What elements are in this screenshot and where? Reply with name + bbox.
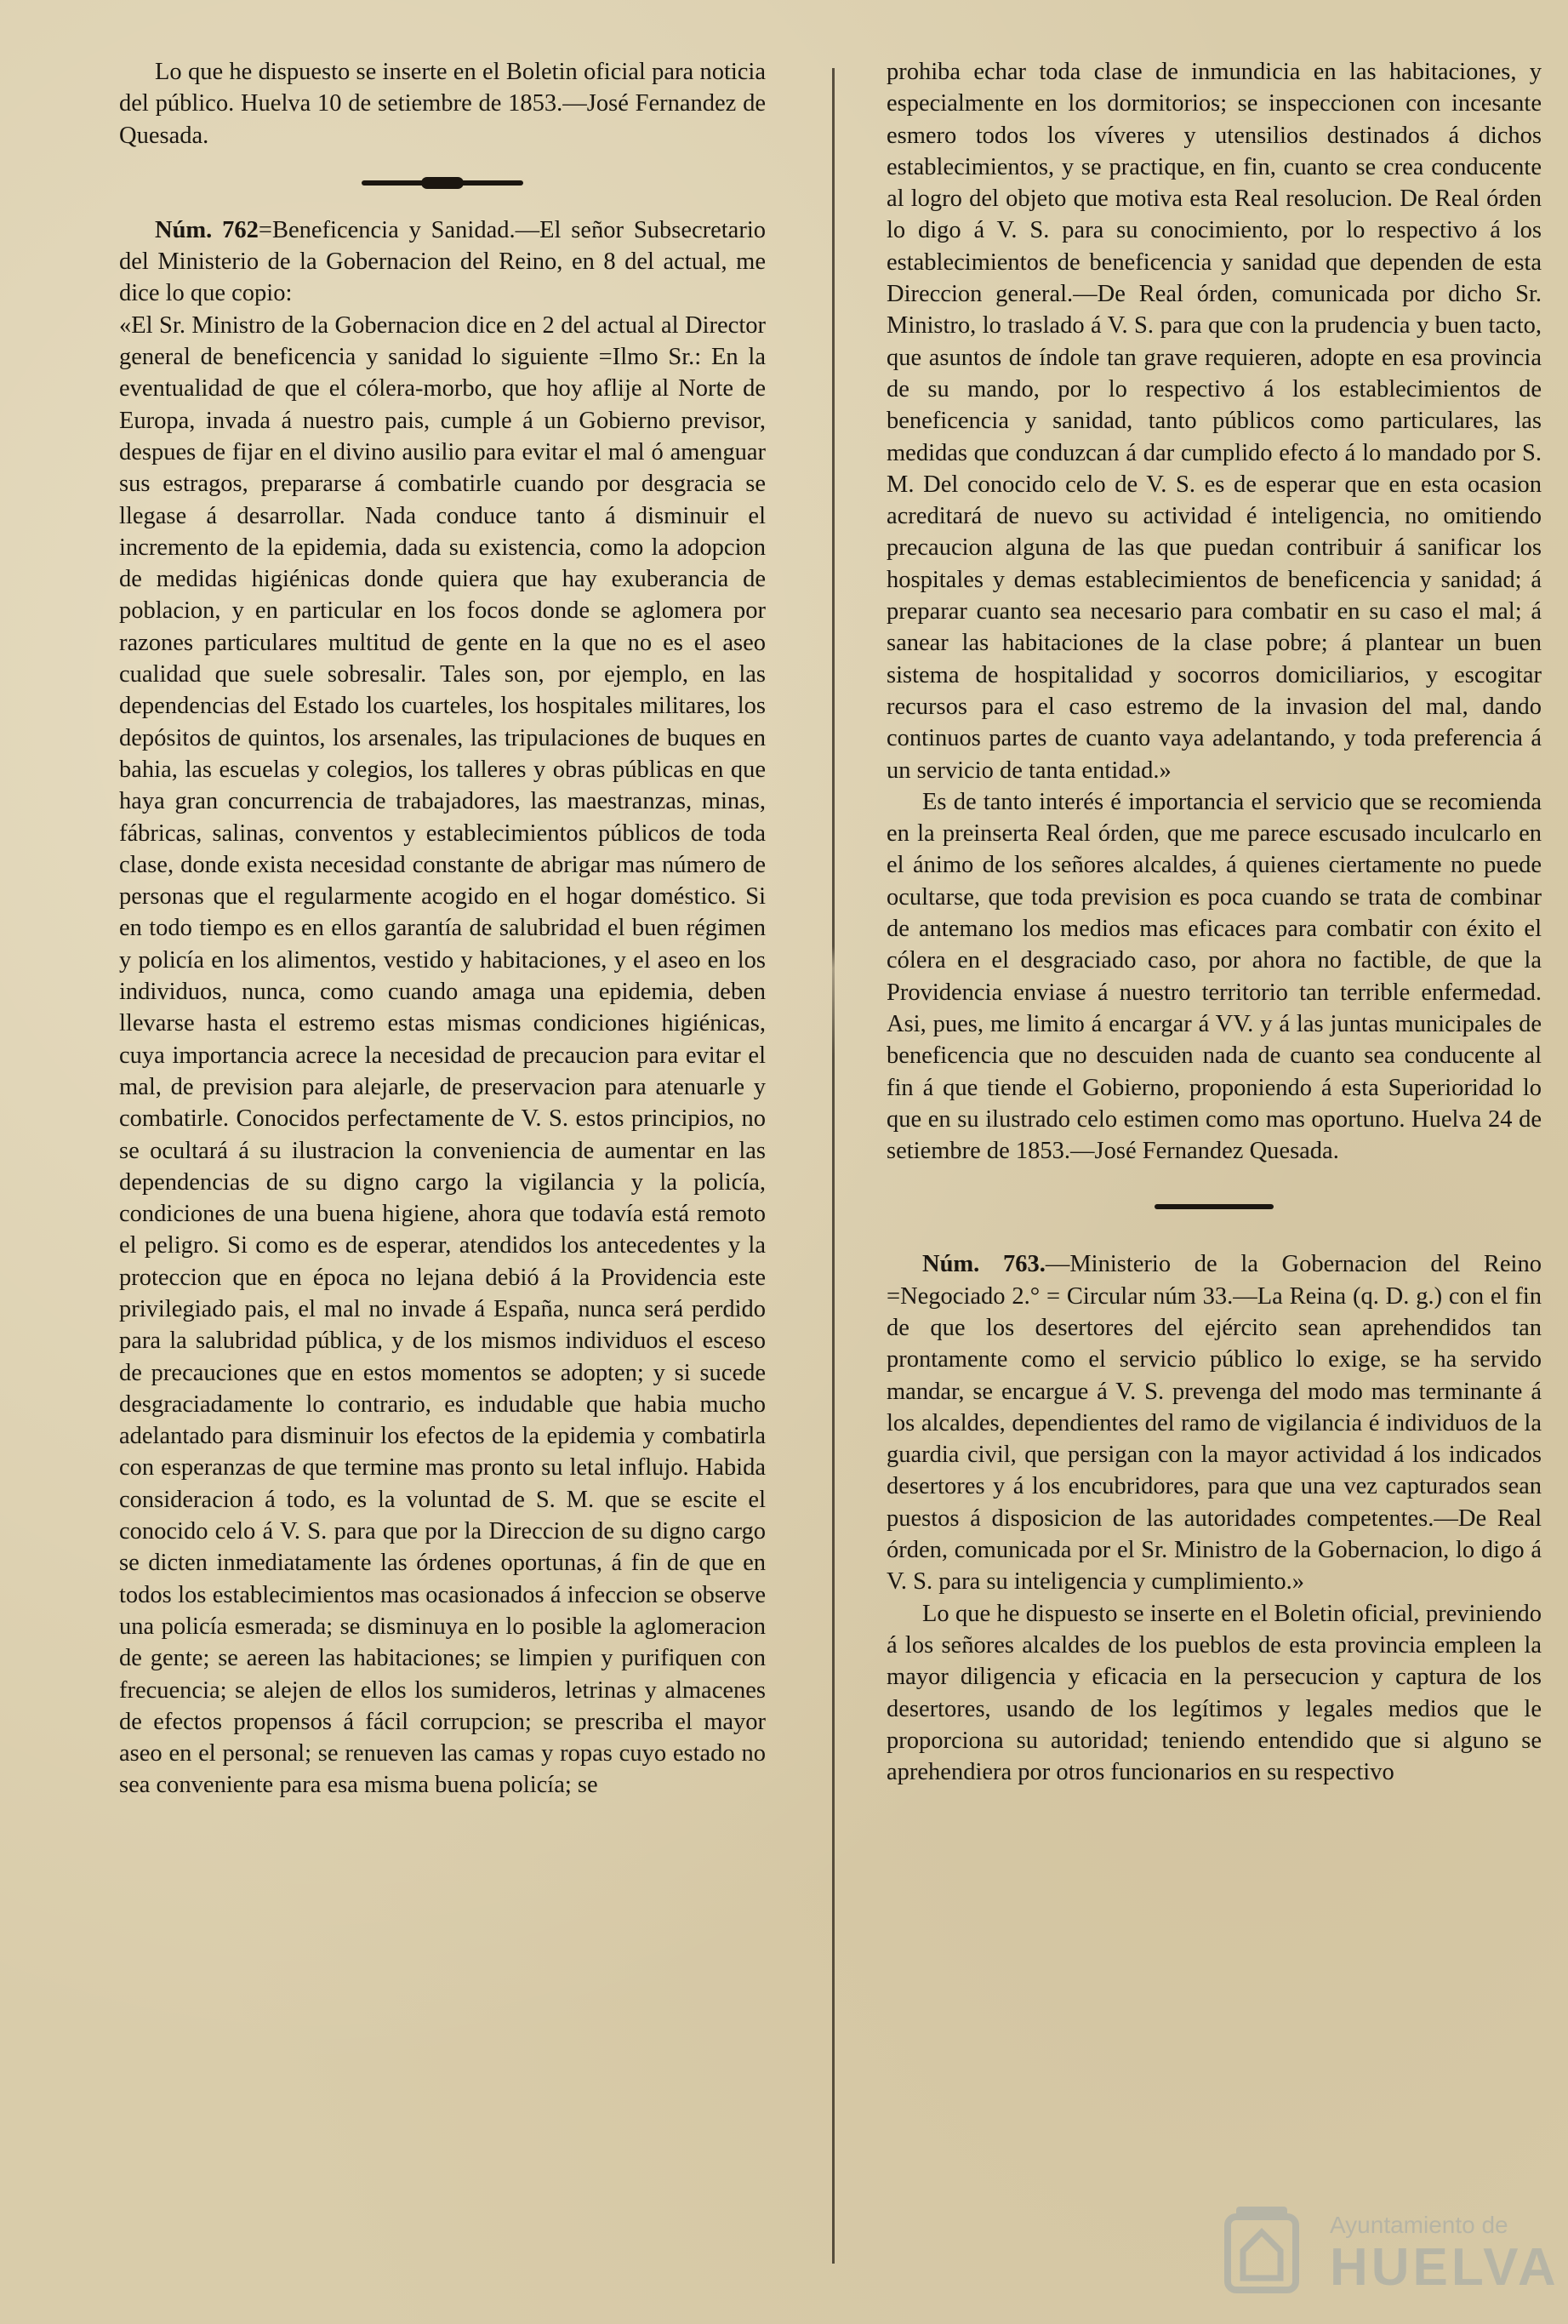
right-column (887, 56, 1542, 1788)
archive-watermark (1211, 2200, 1559, 2302)
section-separator (362, 180, 523, 186)
item-762-number: Núm. 762 (155, 216, 259, 243)
watermark-small-text: Ayuntamiento de (1330, 2212, 1508, 2238)
item-762-heading (119, 214, 766, 310)
item-762-quote-continued: prohiba echar toda clase de inmundicia en las habitaciones, y especialmente en los dormitorios; se inspeccionen con incesante esmero todos los víveres y utensilios destinados á dichos establecimientos, y se practique, en fin, cuanto se crea conducente al logro del objeto que motiva esta Real resolucion. De Real órden lo digo á V. S. para su conocimiento, por lo respectivo á los establecimientos de beneficencia y sanidad que dependen de esta Direccion general.—De Real órden, comunicada por dicho Sr. Ministro, lo traslado á V. S. para que con la prudencia y buen tacto, que asuntos de índole tan grave requieren, adopte en esa provincia de su mando, por lo respectivo á los establecimientos de beneficencia y sanidad, tanto públicos como particulares, las medidas que conduzcan á dar cumplido efecto á lo mandado por S. M. Del conocido celo de V. S. es de esperar que en esta ocasion acreditará de nuevo su actividad é inteligencia, no omitiendo precaucion alguna de las que puedan contribuir á sanificar los hospitales y demas establecimientos de beneficencia y sanidad; á preparar cuanto sea necesario para combatir en su caso el mal; á sanear las habitaciones de la clase pobre; á plantear un buen sistema de hospitalidad y socorros domiciliarios, y escogitar recursos para el caso estremo de la invasion del mal, dando continuos partes de cuanto vaya adelantando, y toda preferencia á un servicio de tanta entidad.» (887, 59, 1542, 784)
intro-paragraph: Lo que he dispuesto se inserte en el Boletin oficial para noticia del público. Huelva 10 de setiembre de 1853.—José Fernandez de Quesada. (119, 59, 766, 149)
item-763-number: Núm. 763. (922, 1251, 1046, 1278)
watermark-big-text: HUELVA (1330, 2238, 1559, 2297)
item-763-closing: Lo que he dispuesto se inserte en el Boletin oficial, previniendo á los señores alcaldes de los pueblos de esta provincia empleen la mayor diligencia y eficacia en la persecucion y captura de los desertores, usando de los legítimos y legales medios que le proporciona su autoridad; teniendo entendido que si alguno se aprehendiera por otros funcionarios en su respectivo (887, 1600, 1542, 1786)
section-separator (1155, 1204, 1274, 1209)
item-763-paragraph (887, 1248, 1542, 1597)
city-crest-icon (1211, 2200, 1313, 2302)
item-762-quote: «El Sr. Ministro de la Gobernacion dice en 2 del actual al Director general de beneficencia y sanidad lo siguiente =Ilmo Sr.: En la eventualidad de que el cólera-morbo, que hoy aflije al Norte de Europa, invada á nuestro pais, cumple á un Gobierno previsor, despues de fijar en el divino ausilio para evitar el mal ó amenguar sus estragos, prepararse á combatirle cuando por desgracia se llegase á desarrollar. Nada conduce tanto á disminuir el incremento de la epidemia, dada su existencia, como la adopcion de medidas higiénicas donde quiera que hay exuberancia de poblacion, y en particular en los focos donde se aglomera por razones particulares multitud de gente en la que no es el aseo cualidad que suele sobresalir. Tales son, por ejemplo, en las dependencias del Estado los cuarteles, los hospitales militares, los depósitos de quintos, los arsenales, las tripulaciones de buques en bahia, las escuelas y colegios, los talleres y obras públicas en que haya gran concurrencia de trabajadores, las maestranzas, minas, fábricas, salinas, conventos y establecimientos públicos de toda clase, donde exista necesidad constante de abrigar mas número de personas que el regularmente acogido en el hogar doméstico. Si en todo tiempo es en ellos garantía de salubridad el buen régimen y policía en los alimentos, vestido y habitaciones, y el aseo en los individuos, nunca, como cuando amaga una epidemia, deben llevarse hasta el estremo estas mismas condiciones higiénicas, cuya importancia acrece la necesidad de precaucion para evitar el mal, de prevision para alejarle, de preservacion para atenuarle y combatirle. Conocidos perfectamente de V. S. estos principios, no se ocultará á su ilustracion la conveniencia de aumentar en las dependencias de su digno cargo la vigilancia y la policía, condiciones de una buena higiene, ahora que todavía está remoto el peligro. Si como es de esperar, atendidos los antecedentes y la proteccion que en época no lejana debió á la Providencia este privilegiado pais, el mal no invade á España, nunca será perdido para la salubridad pública, y de los mismos individuos el esceso de precauciones que en estos momentos se adopten; y si sucede desgraciadamente lo contrario, es indudable que habia mucho adelantado para disminuir los efectos de la epidemia y combatirla con esperanzas de que termine mas pronto su letal influjo. Habida consideracion á todo, es la voluntad de S. M. que se escite el conocido celo á V. S. para que por la Direccion de su digno cargo se dicten inmediatamente las órdenes oportunas, á fin de que en todos los establecimientos mas ocasionados á infeccion se observe una policía esmerada; se disminuya en lo posible la aglomeracion de gente; se aereen las habitaciones; se limpien y purifiquen con frecuencia; se alejen de ellos los sumideros, letrinas y almacenes de efectos propensos á fácil corrupcion; se prescriba el mayor aseo en el personal; se renueven las camas y ropas cuyo estado no sea conveniente para esa misma buena policía; se (119, 311, 766, 1799)
left-column (119, 56, 766, 1802)
column-divider (832, 68, 835, 2264)
item-763-body: —Ministerio de la Gobernacion del Reino =Negociado 2.° = Circular núm 33.—La Reina (q. D. g.) con el fin de que los desertores del ejército sean aprehendidos tan prontamente como el servicio público lo exige, se ha servido mandar, se encargue á V. S. prevenga del modo mas terminante á los alcaldes, dependientes del ramo de vigilancia é individuos de la guardia civil, que persigan con la mayor actividad á los indicados desertores y á los encubridores, para que una vez capturados sean puestos á disposicion de las autoridades competentes.—De Real órden, comunicada por el Sr. Ministro de la Gobernacion, lo digo á V. S. para su inteligencia y cumplimiento.» (887, 1251, 1542, 1596)
governor-note: Es de tanto interés é importancia el servicio que se recomienda en la preinserta Real órden, que me parece escusado inculcarlo en el ánimo de los señores alcaldes, á quienes ciertamente no puede ocultarse, que toda prevision es poca cuando se trata de combinar de antemano los medios mas eficaces para combatir con éxito el cólera en el desgraciado caso, por ahora no factible, de que la Providencia enviase á nuestro territorio tan terrible enfermedad. Asi, pues, me limito á encargar á VV. y á las juntas municipales de beneficencia que no descuiden nada de cuanto sea conducente al fin á que tiende el Gobierno, proponiendo á esta Superioridad lo que en su ilustrado celo estimen como mas oportuno. Huelva 24 de setiembre de 1853.—José Fernandez Quesada. (887, 788, 1542, 1165)
item-762-heading-text: =Beneficencia y Sanidad.—El señor Subsecretario del Ministerio de la Gobernacion del Reino, en 8 del actual, me dice lo que copio: (119, 216, 766, 307)
